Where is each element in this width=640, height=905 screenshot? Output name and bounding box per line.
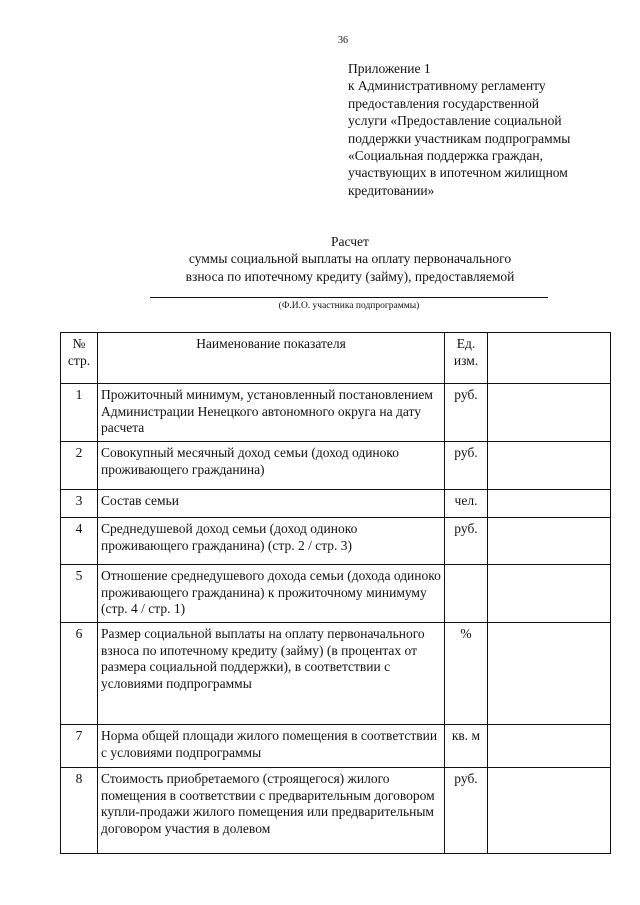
title-heading: Расчет <box>331 234 369 249</box>
row-number: 7 <box>61 725 98 768</box>
row-indicator: Совокупный месячный доход семьи (доход одиноко проживающего гражданина) <box>98 442 445 490</box>
page-number: 36 <box>338 35 348 46</box>
header-value <box>488 333 611 384</box>
table-row <box>61 623 611 725</box>
row-unit: руб. <box>445 768 488 854</box>
row-value <box>488 623 611 725</box>
row-indicator: Состав семьи <box>98 490 445 518</box>
row-unit: чел. <box>445 490 488 518</box>
table-header-row <box>61 333 611 384</box>
row-indicator: Норма общей площади жилого помещения в соответствии с условиями подпрограммы <box>98 725 445 768</box>
row-indicator: Размер социальной выплаты на оплату первоначального взноса по ипотечному кредиту (займу) (в процентах от размера социальной поддержки), в соответствии с условиями подпрограммы <box>98 623 445 725</box>
row-indicator: Отношение среднедушевого дохода семьи (дохода одиноко проживающего гражданина) к прожиточному минимуму (стр. 4 / стр. 1) <box>98 565 445 623</box>
row-value <box>488 565 611 623</box>
row-number: 8 <box>61 768 98 854</box>
row-value <box>488 518 611 565</box>
row-number: 1 <box>61 384 98 442</box>
table-row <box>61 384 611 442</box>
row-indicator: Прожиточный минимум, установленный постановлением Администрации Ненецкого автономного округа на дату расчета <box>98 384 445 442</box>
table-row <box>61 442 611 490</box>
row-value <box>488 768 611 854</box>
row-number: 5 <box>61 565 98 623</box>
row-unit: % <box>445 623 488 725</box>
row-value <box>488 490 611 518</box>
header-name: Наименование показателя <box>98 333 445 384</box>
appendix-block <box>348 60 608 199</box>
appendix-line: Приложение 1 <box>348 61 431 76</box>
title-line-2: взноса по ипотечному кредиту (займу), предоставляемой <box>185 268 515 284</box>
header-unit: Ед. изм. <box>445 333 488 384</box>
appendix-line: услуги «Предоставление социальной <box>348 113 562 129</box>
row-unit: руб. <box>445 384 488 442</box>
document-title <box>100 233 600 285</box>
fio-caption: (Ф.И.О. участника подпрограммы) <box>278 301 420 311</box>
row-number: 3 <box>61 490 98 518</box>
table-row <box>61 768 611 854</box>
appendix-line: участвующих в ипотечном жилищном <box>348 165 568 181</box>
title-line-1: суммы социальной выплаты на оплату первоначального <box>188 251 512 267</box>
row-unit: руб. <box>445 518 488 565</box>
appendix-line: кредитовании» <box>348 182 435 198</box>
row-value <box>488 442 611 490</box>
table-row <box>61 565 611 623</box>
appendix-line: «Социальная поддержка граждан, <box>348 148 543 164</box>
row-indicator: Стоимость приобретаемого (строящегося) жилого помещения в соответствии с предварительным договором купли-продажи жилого помещения или предварительным договором участия в долевом <box>98 768 445 854</box>
appendix-line: к Административному регламенту <box>348 78 546 94</box>
row-unit: кв. м <box>445 725 488 768</box>
row-number: 6 <box>61 623 98 725</box>
row-number: 4 <box>61 518 98 565</box>
row-unit: руб. <box>445 442 488 490</box>
fio-underline <box>150 297 548 298</box>
table-row <box>61 518 611 565</box>
row-value <box>488 384 611 442</box>
header-num: № стр. <box>61 333 98 384</box>
row-value <box>488 725 611 768</box>
appendix-line: предоставления государственной <box>348 95 539 111</box>
row-unit <box>445 565 488 623</box>
row-indicator: Среднедушевой доход семьи (доход одиноко проживающего гражданина) (стр. 2 / стр. 3) <box>98 518 445 565</box>
row-number: 2 <box>61 442 98 490</box>
appendix-line: поддержки участникам подпрограммы <box>348 130 571 146</box>
table-row <box>61 490 611 518</box>
table-row <box>61 725 611 768</box>
calculation-table <box>60 332 611 854</box>
